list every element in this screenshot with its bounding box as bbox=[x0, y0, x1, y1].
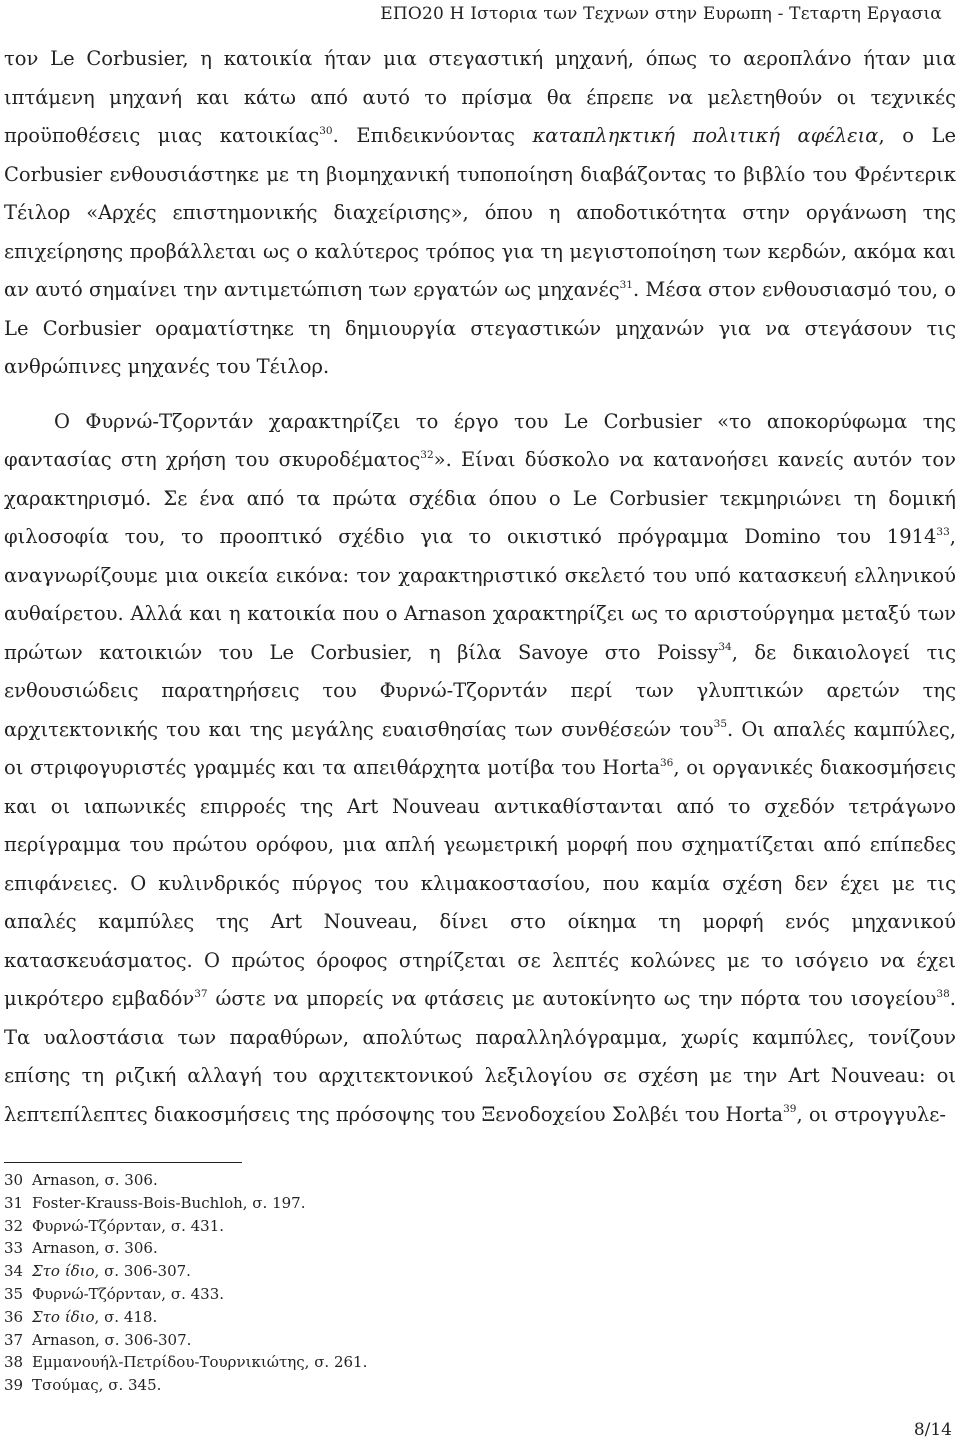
footnote-number: 37 bbox=[4, 1330, 24, 1349]
footnote-item bbox=[4, 1351, 367, 1374]
footnote-text: Φυρνώ-Τζόρνταν, σ. 433. bbox=[32, 1284, 225, 1303]
footnote-ibid: Στο ίδιο bbox=[32, 1307, 95, 1326]
footnote-item bbox=[4, 1283, 367, 1306]
footnote-text: Arnason, σ. 306-307. bbox=[32, 1330, 192, 1349]
p2-text-f: , οι οργανικές διακοσμήσεις και οι ιαπωνικές επιρροές της Art Nouveau αντικαθίστανται από το σχεδόν τετράγωνο περίγραμμα του πρώτου ορόφου, μια απλή γεωμετρική μορφή που σχηματίζεται από επίπεδες επιφάνειες. Ο κυλινδρικός πύργος του κλιμακοστασίου, που καμία σχέση δεν έχει με τις απαλές καμπύλες της Art Nouveau, δίνει στο οίκημα τη μορφή ενός μηχανικού κατασκευάσματος. Ο πρώτος όροφος στηρίζεται σε λεπτές κολώνες με το ισόγειο να έχει μικρότερο εμβαδόν bbox=[4, 756, 956, 1010]
p2-text-a: Ο Φυρνώ-Τζορντάν χαρακτηρίζει το έργο του Le Corbusier «το αποκορύφωμα της φαντασίας στη χρήση του σκυροδέματος bbox=[4, 409, 956, 471]
p1-emphasis: καταπληκτική πολιτική αφέλεια bbox=[532, 124, 879, 147]
p2-text-b: ». Είναι δύσκολο να κατανοήσει κανείς αυτόν τον χαρακτηρισμό. Σε ένα από τα πρώτα σχέδια όπου ο Le Corbusier τεκμηριώνει τη δομική φιλοσοφία του, το προοπτικό σχέδιο για το οικιστικό πρόγραμμα Domino του 1914 bbox=[4, 448, 956, 548]
p2-text-c: , αναγνωρίζουμε μια οικεία εικόνα: τον χαρακτηριστικό σκελετό του υπό κατασκευή ελληνικού αυθαίρετου. Αλλά και η κατοικία που ο Arnason χαρακτηρίζει ως το αριστούργημα μεταξύ των πρώτων κατοικιών του Le Corbusier, η βίλα Savoye στο Poissy bbox=[4, 525, 956, 664]
running-header: ΕΠΟ20 Η Ιστορια των Τεχνων στην Ευρωπη - Τεταρτη Εργασια bbox=[380, 4, 942, 24]
p1-text-b: . Επιδεικνύοντας bbox=[332, 124, 533, 147]
footnote-text: Εμμανουήλ-Πετρίδου-Τουρνικιώτης, σ. 261. bbox=[32, 1353, 368, 1372]
footnote-ref-36[interactable]: 36 bbox=[659, 756, 674, 769]
footnote-ref-31[interactable]: 31 bbox=[619, 278, 633, 291]
footnote-number: 33 bbox=[4, 1239, 24, 1258]
p2-text-g: ώστε να μπορείς να φτάσεις με αυτοκίνητο ως την πόρτα του ισογείου bbox=[207, 987, 937, 1010]
p2-text-i: , οι στρογγυλε- bbox=[796, 1102, 946, 1126]
paragraph-1 bbox=[4, 40, 956, 387]
footnote-item bbox=[4, 1329, 367, 1352]
page-number: 8/14 bbox=[913, 1420, 952, 1440]
footnote-number: 32 bbox=[4, 1216, 24, 1235]
footnote-ibid: Στο ίδιο bbox=[32, 1262, 95, 1281]
footnote-ref-39[interactable]: 39 bbox=[783, 1103, 797, 1115]
p2-text-e: . Οι απαλές καμπύλες, οι στριφογυριστές γραμμές και τα απειθάρχητα μοτίβα του Horta bbox=[4, 717, 957, 779]
footnote-number: 31 bbox=[4, 1193, 24, 1212]
footnote-text: , σ. 306-307. bbox=[94, 1262, 191, 1281]
p1-text-a: τον Le Corbusier, η κατοικία ήταν μια στεγαστική μηχανή, όπως το αεροπλάνο ήταν μια ιπτάμενη μηχανή και κάτω από αυτό το πρίσμα θα έπρεπε να μελετηθούν οι τεχνικές προϋποθέσεις μιας κατοικίας bbox=[4, 47, 956, 147]
p1-text-c: , ο Le Corbusier ενθουσιάστηκε με τη βιομηχανική τυποποίηση διαβάζοντας το βιβλίο του Φρέντερικ Τέιλορ «Αρχές επιστημονικής διαχείρισης», όπου η αποδοτικότητα στην οργάνωση της επιχείρησης προβάλλεται ως ο καλύτερος τρόπος για τη μεγιστοποίηση των κερδών, ακόμα και αν αυτό σημαίνει την αντιμετώπιση των εργατών ως μηχανές bbox=[4, 124, 956, 301]
paragraph-2 bbox=[4, 403, 956, 1135]
footnote-number: 34 bbox=[4, 1262, 24, 1281]
footnote-separator bbox=[4, 1162, 242, 1163]
footnote-text: , σ. 418. bbox=[94, 1307, 158, 1326]
footnote-ref-32[interactable]: 32 bbox=[420, 448, 434, 461]
p2-text-h: . Τα υαλοστάσια των παραθύρων, απολύτως παραλληλόγραμμα, χωρίς καμπύλες, τονίζουν επίσης τη ριζική αλλαγή του αρχιτεκτονικού λεξιλογίου σε σχέση με την Art Nouveau: οι λεπτεπίλεπτες διακοσμήσεις της πρόσοψης του Ξενοδοχείου Σολβέι του Horta bbox=[4, 987, 956, 1126]
p2-text-d: , δε δικαιολογεί τις ενθουσιώδεις παρατηρήσεις του Φυρνώ-Τζορντάν περί των γλυπτικών αρετών της αρχιτεκτονικής του και της μεγάλης ευαισθησίας των συνθέσεών του bbox=[4, 640, 956, 741]
footnote-item bbox=[4, 1215, 367, 1238]
footnote-text: Arnason, σ. 306. bbox=[32, 1171, 158, 1189]
footnote-ref-33[interactable]: 33 bbox=[936, 525, 950, 538]
main-text bbox=[4, 40, 956, 1134]
footnote-ref-35[interactable]: 35 bbox=[713, 718, 728, 730]
footnote-item bbox=[4, 1374, 367, 1397]
footnotes-list bbox=[4, 1169, 367, 1397]
footnote-ref-34[interactable]: 34 bbox=[718, 641, 732, 653]
footnote-number: 39 bbox=[4, 1376, 24, 1395]
footnote-item bbox=[4, 1192, 367, 1215]
footnote-item bbox=[4, 1237, 367, 1260]
footnote-item bbox=[4, 1169, 367, 1192]
footnote-item bbox=[4, 1306, 367, 1329]
footnote-text: Τσούμας, σ. 345. bbox=[32, 1376, 162, 1395]
footnote-text: Arnason, σ. 306. bbox=[32, 1239, 158, 1258]
footnote-number: 30 bbox=[4, 1171, 24, 1189]
p1-text-d: . Μέσα στον ενθουσιασμό του, ο Le Corbusier οραματίστηκε τη δημιουργία στεγαστικών μηχανών για να στεγάσουν τις ανθρώπινες μηχανές του Τέιλορ. bbox=[4, 278, 956, 378]
footnote-item bbox=[4, 1260, 367, 1283]
footnote-text: Foster-Krauss-Bois-Buchloh, σ. 197. bbox=[32, 1193, 306, 1212]
footnote-number: 35 bbox=[4, 1284, 24, 1303]
footnote-ref-30[interactable]: 30 bbox=[319, 124, 333, 137]
footnote-number: 36 bbox=[4, 1307, 24, 1326]
footnote-ref-38[interactable]: 38 bbox=[936, 987, 950, 1000]
footnote-number: 38 bbox=[4, 1353, 24, 1372]
footnote-text: Φυρνώ-Τζόρνταν, σ. 431. bbox=[32, 1216, 225, 1235]
footnote-ref-37[interactable]: 37 bbox=[194, 987, 208, 1000]
